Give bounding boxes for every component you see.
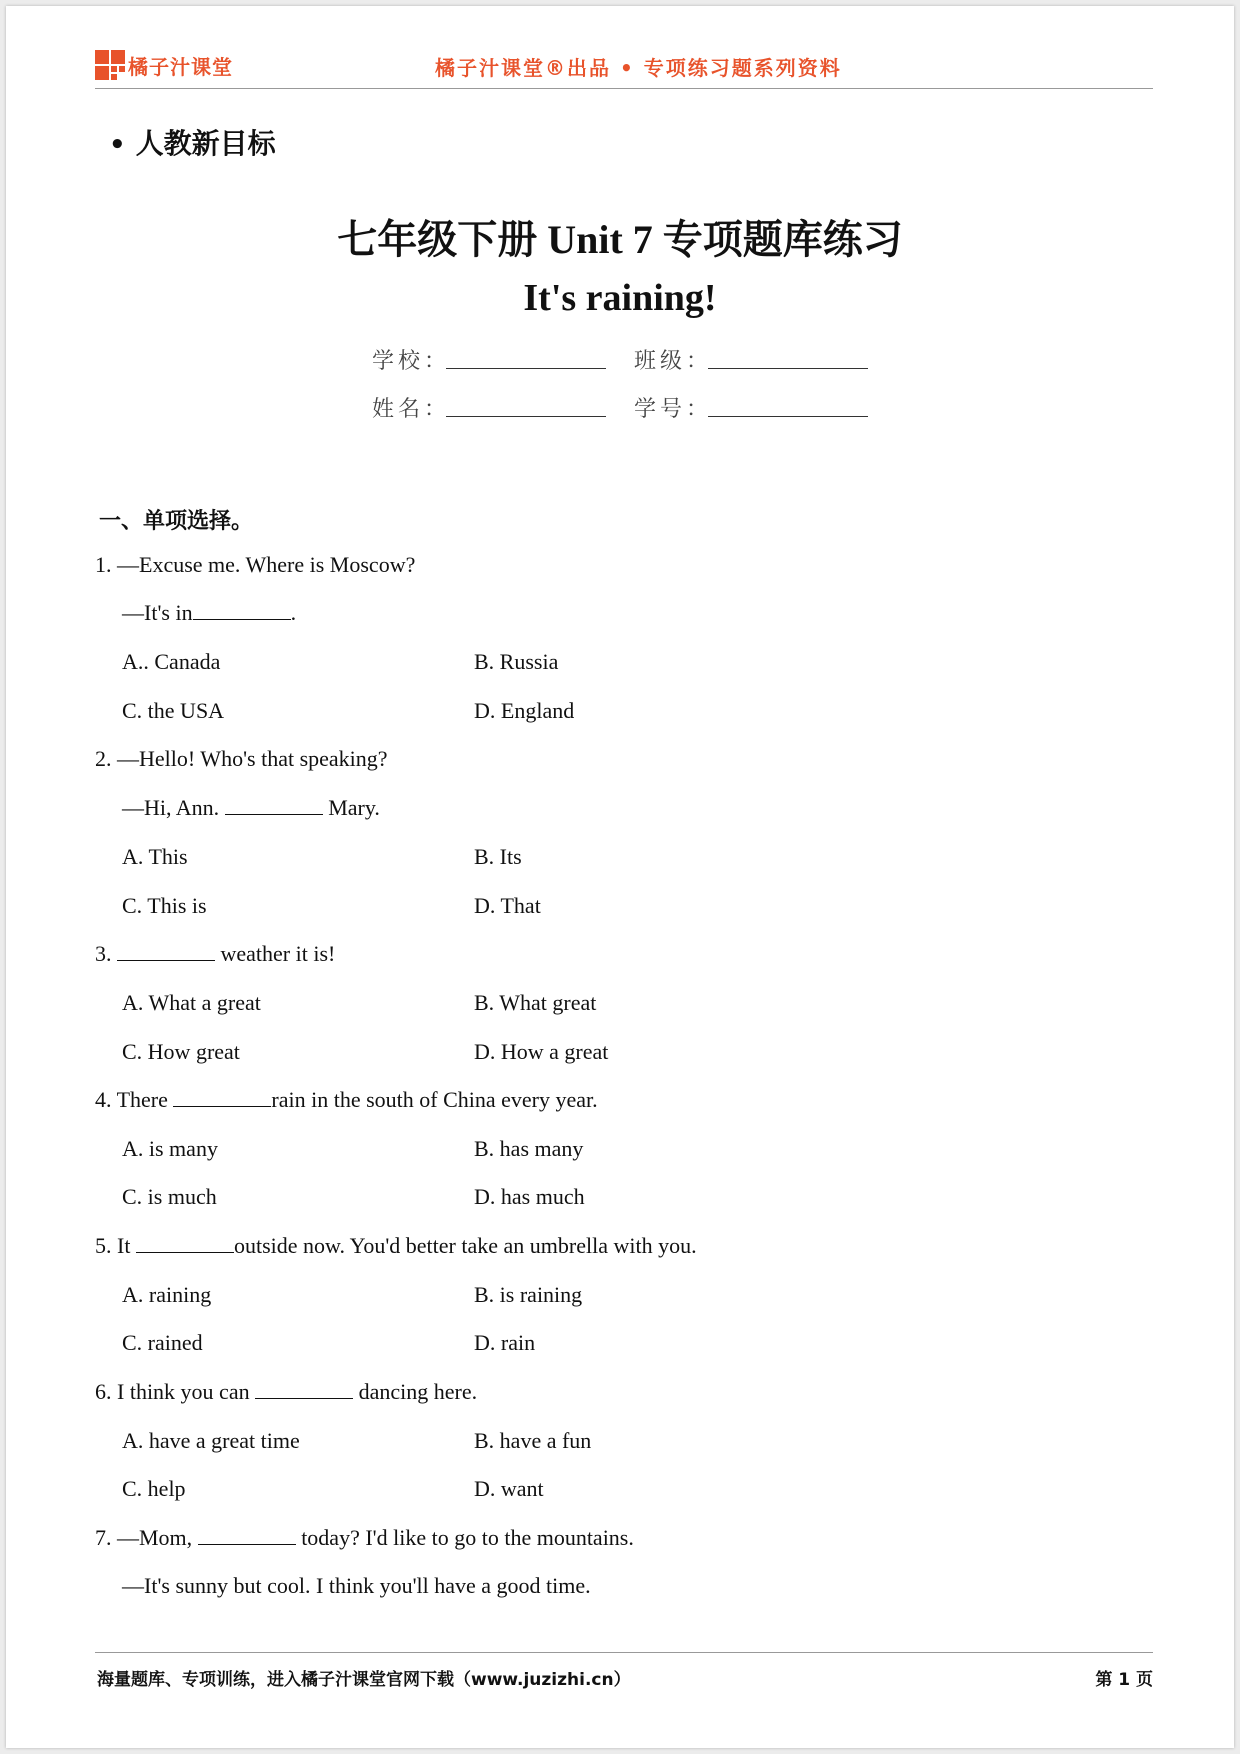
answer-blank bbox=[173, 1105, 271, 1107]
question-4-text: 4. There bbox=[95, 1087, 168, 1112]
question-7 bbox=[95, 1525, 634, 1551]
footer-promo: 海量题库、专项训练，进入橘子汁课堂官网下载（www.juzizhi.cn） bbox=[97, 1670, 631, 1690]
edition-label: 人教新目标 bbox=[135, 127, 276, 160]
question-3-text: weather it is! bbox=[220, 941, 336, 966]
document-page bbox=[6, 6, 1234, 1748]
option-b: B. has many bbox=[474, 1136, 584, 1161]
class-label: 班级： bbox=[634, 349, 713, 374]
option-b: B. have a fun bbox=[474, 1428, 592, 1453]
option-d: D. England bbox=[474, 698, 575, 723]
page-header bbox=[95, 46, 1153, 89]
school-field[interactable] bbox=[446, 368, 606, 369]
question-5-tail: outside now. You'd better take an umbrella with you. bbox=[233, 1233, 697, 1258]
question-6-text: 6. I think you can bbox=[95, 1379, 250, 1404]
option-b: B. is raining bbox=[474, 1282, 583, 1307]
document-subtitle: It's raining! bbox=[523, 277, 717, 319]
question-5-text: 5. It bbox=[95, 1233, 131, 1258]
option-d: D. rain bbox=[474, 1330, 536, 1355]
option-c: C. This is bbox=[122, 893, 207, 918]
option-a: A. is many bbox=[122, 1136, 218, 1161]
question-6-tail: dancing here. bbox=[358, 1379, 478, 1404]
question-2-tail: Mary. bbox=[328, 795, 380, 820]
option-a: A. raining bbox=[122, 1282, 212, 1307]
question-2-line-2 bbox=[122, 795, 380, 821]
question-1: 1. —Excuse me. Where is Moscow? bbox=[95, 552, 416, 577]
question-7-line-2: —It's sunny but cool. I think you'll have a good time. bbox=[122, 1573, 591, 1598]
option-a: A.. Canada bbox=[122, 649, 221, 674]
header-title: 橘子汁课堂®出品 • 专项练习题系列资料 bbox=[435, 56, 842, 80]
option-a: A. This bbox=[122, 844, 188, 869]
page-footer bbox=[95, 1652, 1153, 1690]
option-c: C. rained bbox=[122, 1330, 203, 1355]
answer-blank bbox=[193, 618, 291, 620]
answer-blank bbox=[117, 959, 215, 961]
question-2: 2. —Hello! Who's that speaking? bbox=[95, 746, 388, 771]
number-field[interactable] bbox=[708, 416, 868, 417]
question-5 bbox=[95, 1233, 697, 1259]
option-b: B. What great bbox=[474, 990, 597, 1015]
number-label: 学号： bbox=[634, 397, 713, 422]
option-c: C. How great bbox=[122, 1039, 240, 1064]
answer-blank bbox=[198, 1543, 296, 1545]
edition-tag bbox=[109, 122, 276, 162]
name-label: 姓名： bbox=[372, 397, 451, 422]
answer-blank bbox=[255, 1397, 353, 1399]
option-c: C. the USA bbox=[122, 698, 225, 723]
question-7-tail: today? I'd like to go to the mountains. bbox=[301, 1525, 634, 1550]
answer-blank bbox=[136, 1251, 234, 1253]
option-d: D. That bbox=[474, 893, 541, 918]
question-2-text: —Hi, Ann. bbox=[122, 795, 220, 820]
option-c: C. is much bbox=[122, 1184, 217, 1209]
answer-blank bbox=[225, 813, 323, 815]
document-title: 七年级下册 Unit 7 专项题库练习 bbox=[337, 217, 903, 262]
name-field[interactable] bbox=[446, 416, 606, 417]
option-b: B. Its bbox=[474, 844, 522, 869]
option-d: D. has much bbox=[474, 1184, 585, 1209]
question-3-number: 3. bbox=[95, 941, 112, 966]
bullet-icon: • bbox=[109, 130, 126, 160]
option-a: A. What a great bbox=[122, 990, 261, 1015]
option-d: D. How a great bbox=[474, 1039, 609, 1064]
question-4-tail: rain in the south of China every year. bbox=[271, 1087, 598, 1112]
brand-logo bbox=[95, 50, 233, 80]
question-1-tail: . bbox=[290, 600, 297, 625]
option-a: A. have a great time bbox=[122, 1428, 300, 1453]
option-b: B. Russia bbox=[474, 649, 559, 674]
question-4 bbox=[95, 1087, 598, 1113]
class-field[interactable] bbox=[708, 368, 868, 369]
question-1-text: —It's in bbox=[122, 600, 193, 625]
question-7-text: 7. —Mom, bbox=[95, 1525, 193, 1550]
option-d: D. want bbox=[474, 1476, 544, 1501]
school-label: 学校： bbox=[372, 349, 451, 374]
brand-name: 橘子汁课堂 bbox=[128, 54, 233, 79]
question-3 bbox=[95, 941, 335, 967]
page-number: 第 1 页 bbox=[1095, 1670, 1153, 1690]
logo-icon bbox=[95, 50, 125, 80]
question-1-line-2 bbox=[122, 600, 296, 626]
section-heading: 一、单项选择。 bbox=[99, 509, 254, 534]
question-6 bbox=[95, 1379, 477, 1405]
option-c: C. help bbox=[122, 1476, 186, 1501]
